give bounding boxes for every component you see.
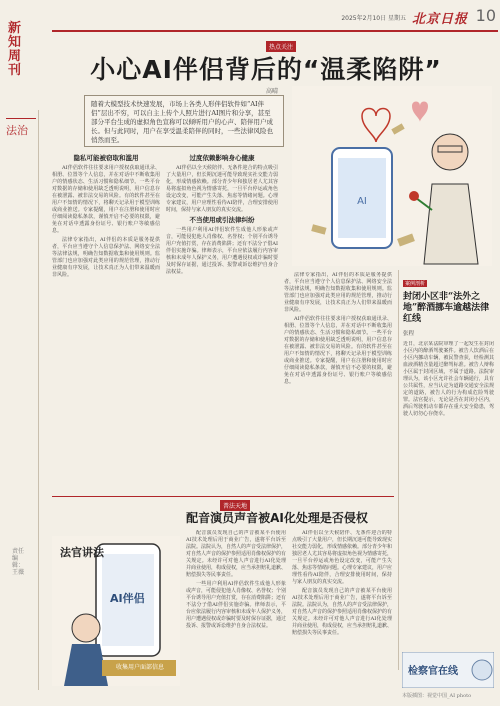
article-headline: 小心AI伴侣背后的“温柔陷阱”	[90, 55, 442, 84]
prosecutor-avatar	[472, 660, 492, 680]
bottom-column-1	[186, 530, 286, 690]
paragraph: AI伴侣软件往往要求用户授权获取通讯录、相册、位置等个人信息，并在对话中不断收集用户的情感状态、生活习惯和隐私细节。一些平台对数据的存储和使用缺乏透明说明，用户信息存在被泄露、被非法交易的风险。有的软件甚至在用户不知情的情况下，将聊天记录用于模型训练或商业推送。专家提醒，用户在注册和使用时应仔细阅读隐私条款，谨慎开启不必要的权限，避免在对话中透露身份证号、银行账户等敏感信息。	[284, 316, 392, 385]
law-banner-text: 收集用户面部信息	[115, 664, 164, 671]
law-sign: 法官讲法	[60, 546, 104, 559]
side-byline: 张程	[403, 331, 415, 337]
side-headline: 封闭小区非“法外之地”醉酒挪车逾越法律红线	[403, 292, 490, 324]
issue-date: 2025年2月10日 星期五	[341, 15, 406, 22]
prosecutor-label: 检察官在线	[408, 666, 458, 677]
section-category: 法治	[6, 118, 36, 139]
section-name: 新知周刊	[8, 21, 22, 78]
article-kicker: 热点关注	[266, 41, 296, 52]
left-rail	[0, 0, 46, 706]
phone-label: AI	[357, 196, 367, 207]
paragraph: 配音演员发现自己的声音被某平台使用AI技术处理后用于商业广告，遂将平台诉至法院。法院认为，自然人的声音受法律保护，对自然人声音的保护参照适用肖像权保护的有关规定。未经许可对他人声音进行AI化处理并商业使用，构成侵权，应当承担赔礼道歉、赔偿损失等民事责任。	[292, 588, 392, 636]
avatar	[72, 614, 100, 642]
law-phone-label: AI伴侣	[110, 592, 145, 605]
paragraph: 配音演员发现自己的声音被某平台使用AI技术处理后用于商业广告，遂将平台诉至法院。法院认为，自然人的声音受法律保护，对自然人声音的保护参照适用肖像权保护的有关规定。未经许可对他人声音进行AI化处理并商业使用，构成侵权，应当承担赔礼道歉、赔偿损失等民事责任。	[186, 530, 286, 578]
subhead-privacy: 隐私可能被窃取和滥用	[73, 154, 139, 162]
editor-note: 责任编辑：王薇	[12, 548, 25, 576]
article-column-3	[284, 272, 392, 492]
page-header	[52, 4, 498, 32]
bottom-headline: 配音演员声音被AI化处理是否侵权	[186, 511, 368, 525]
paragraph: 一些用户利用AI伴侣软件生成他人形象或声音，可能侵犯他人肖像权、名誉权；个别平台诱导用户充值打赏，存在消费陷阱；还有不法分子借AI伴侣实施诈骗。律师表示，平台应依法履行内容审核和未成年人保护义务，用户遭遇侵权或诈骗时要及时保存证据，通过投诉、报警或诉讼维护自身合法权益。	[166, 227, 278, 275]
ai-companion-illustration	[292, 86, 492, 266]
article-lead: 随着大模型技术快速发展，市场上各类人形伴侣软件如“AI伴侣”层出不穷，可以自主上传个人照片进行AI图片和分享，甚至部分平台生成的虚拟角色宣称可以倾听用户的心声、陪伴用户成长。但与此同时，用户在享受温柔陪伴的同时，一些法律风险也悄然而至。	[84, 95, 284, 147]
paragraph: 一些用户利用AI伴侣软件生成他人形象或声音，可能侵犯他人肖像权、名誉权；个别平台诱导用户充值打赏，存在消费陷阱；还有不法分子借AI伴侣实施诈骗。律师表示，平台应依法履行内容审核和未成年人保护义务，用户遭遇侵权或诈骗时要及时保存证据，通过投诉、报警或诉讼维护自身合法权益。	[186, 581, 286, 629]
bottom-divider	[52, 496, 394, 497]
paragraph: 法律专家指出，AI伴侣的本质是服务提供者，平台应当遵守个人信息保护法、网络安全法等法律法规，明确告知数据收集和使用规则。监管部门也应加强对此类应用的规范管理，推动行业健康有序发展，让技术真正为人们带来温暖而非风险。	[52, 237, 160, 278]
side-tag: 案例剖析	[405, 281, 426, 287]
rail-divider	[38, 110, 39, 690]
paragraph: 法律专家指出，AI伴侣的本质是服务提供者，平台应当遵守个人信息保护法、网络安全法等法律法规，明确告知数据收集和使用规则。监管部门也应加强对此类应用的规范管理，推动行业健康有序发展，让技术真正为人们带来温暖而非风险。	[284, 272, 392, 313]
paragraph: AI伴侣以全天候陪伴、无条件迎合的特点吸引了大量用户，但长期沉迷可能导致现实社交能力弱化，形成情感依赖。部分青少年和独居老人尤其容易将虚拟角色视为情感寄托，一旦平台停运或角色设定改变，可能产生失落、焦虑等情绪问题。心理专家建议，用户应理性看待AI陪伴，合理安排使用时间，保持与家人朋友的真实交流。	[166, 165, 278, 213]
person-body	[424, 184, 478, 264]
masthead-logo: 北京日报	[411, 12, 468, 27]
side-story	[398, 270, 494, 670]
page-number: 10	[475, 6, 496, 25]
side-body: 近日，北京某法院审理了一起发生在封闭小区内的醉酒驾驶案件。被告人饮酒后在小区内挪动车辆，被民警查获，经检测其血液酒精含量超过醉驾标准。被告人辩称小区属于封闭区域，不属于道路。法院审理认为，该小区允许社会车辆通行，具有公共属性，应当认定为道路交通安全法规定的道路，被告人的行为构成危险驾驶罪。法官提示，无论是否在封闭小区内，酒后驾驶机动车都存在重大安全隐患，驾驶人切勿心存侥幸。	[403, 341, 494, 417]
subhead-dependence: 过度依赖影响身心健康	[189, 154, 255, 162]
article-column-2	[166, 152, 278, 492]
paragraph: AI伴侣以全天候陪伴、无条件迎合的特点吸引了大量用户，但长期沉迷可能导致现实社交能力弱化，形成情感依赖。部分青少年和独居老人尤其容易将虚拟角色视为情感寄托，一旦平台停运或角色设定改变，可能产生失落、焦虑等情绪问题。心理专家建议，用户应理性看待AI陪伴，合理安排使用时间，保持与家人朋友的真实交流。	[292, 530, 392, 585]
photo-credit: 本版插图：视觉中国_AI photo	[402, 693, 472, 699]
bottom-kicker: 普法天地	[220, 500, 250, 511]
article-byline: 高晴	[266, 88, 279, 95]
article-column-1	[52, 152, 160, 492]
subhead-legal: 不当使用或引法律纠纷	[189, 216, 255, 224]
bottom-column-2	[292, 530, 392, 690]
paragraph: AI伴侣软件往往要求用户授权获取通讯录、相册、位置等个人信息，并在对话中不断收集用户的情感状态、生活习惯和隐私细节。一些平台对数据的存储和使用缺乏透明说明，用户信息存在被泄露、被非法交易的风险。有的软件甚至在用户不知情的情况下，将聊天记录用于模型训练或商业推送。专家提醒，用户在注册和使用时应仔细阅读隐私条款，谨慎开启不必要的权限，避免在对话中透露身份证号、银行账户等敏感信息。	[52, 165, 160, 234]
